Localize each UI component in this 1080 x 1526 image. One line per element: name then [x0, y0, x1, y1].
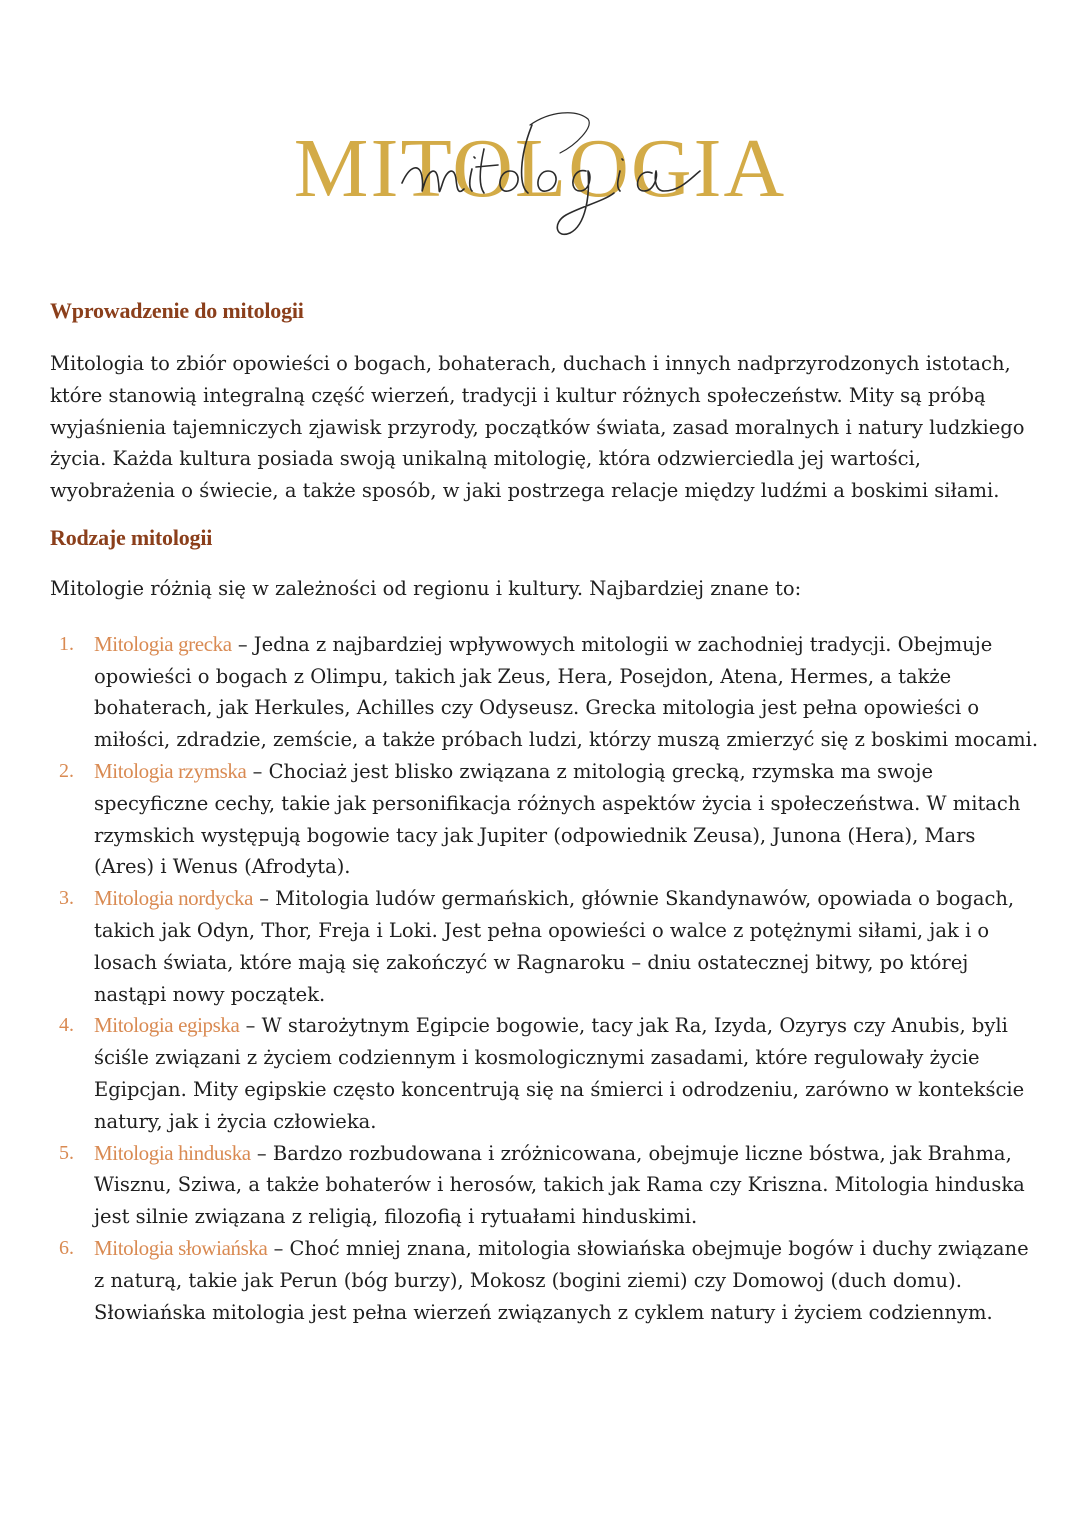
mythology-list — [50, 629, 1040, 1329]
types-intro-paragraph: Mitologie różnią się w zależności od regionu i kultury. Najbardziej znane to: — [50, 576, 802, 600]
mythology-description: – Chociaż jest blisko związana z mitologią grecką, rzymska ma swoje specyficzne cechy, takie jak personifikacja różnych aspektów życia i społeczeństwa. W mitach rzymskich występują bogowie tacy jak Jupiter (odpowiednik Zeusa), Junona (Hera), Mars (Ares) i Wenus (Afrodyta). — [94, 759, 1021, 879]
mythology-name: Mitologia nordycka — [94, 886, 254, 911]
mythology-description: – Jedna z najbardziej wpływowych mitologii w zachodniej tradycji. Obejmuje opowieści o bogach z Olimpu, takich jak Zeus, Hera, Posejdon, Atena, Hermes, a także bohaterach, jak Herkules, Achilles czy Odyseusz. Grecka mitologia jest pełna opowieści o miłości, zdradzie, zemście, a także próbach ludzi, którzy muszą zmierzyć się z boskimi mocami. — [94, 632, 1039, 752]
list-item — [50, 629, 1040, 756]
document-body — [50, 298, 1040, 1328]
mythology-name: Mitologia słowiańska — [94, 1235, 268, 1260]
list-number: 6. — [59, 1236, 74, 1259]
list-item — [50, 1010, 1040, 1137]
handwritten-script-graphic — [380, 105, 710, 245]
mythology-description: – Choć mniej znana, mitologia słowiańska obejmuje bogów i duchy związane z naturą, takie jak Perun (bóg burzy), Mokosz (bogini ziemi) czy Domowoj (duch domu). Słowiańska mitologia jest pełna wierzeń związanych z cyklem natury i życiem codziennym. — [94, 1236, 1029, 1324]
list-number: 3. — [59, 887, 74, 910]
list-number: 4. — [59, 1014, 74, 1037]
page-title: MITOLOGIA — [293, 122, 787, 215]
list-item — [50, 883, 1040, 1010]
mythology-description: – W starożytnym Egipcie bogowie, tacy jak Ra, Izyda, Ozyrys czy Anubis, byli ściśle związani z życiem codziennym i kosmologicznymi zasadami, które regulowały życie Egipcjan. Mity egipskie często koncentrują się na śmierci i odrodzeniu, zarówno w kontekście natury, jak i życia człowieka. — [94, 1014, 1025, 1133]
intro-paragraph: Mitologia to zbiór opowieści o bogach, bohaterach, duchach i innych nadprzyrodzonych istotach, które stanowią integralną część wierzeń, tradycji i kultur różnych społeczeństw. Mity są próbą wyjaśnienia tajemniczych zjawisk przyrody, początków świata, zasad moralnych i natury ludzkiego życia. Każda kultura posiada swoją unikalną mitologię, która odzwierciedla jej wartości, wyobrażenia o świecie, a także sposób, w jaki postrzega relacje między ludźmi a boskimi siłami. — [50, 352, 1025, 503]
list-item — [50, 1138, 1040, 1233]
mythology-description: – Mitologia ludów germańskich, głównie Skandynawów, opowiada o bogach, takich jak Odyn, Thor, Freja i Loki. Jest pełna opowieści o walce z potężnymi siłami, jak i o losach świata, które mają się zakończyć w Ragnaroku – dniu ostatecznej bitwy, po której nastąpi nowy początek. — [94, 887, 1015, 1006]
mythology-name: Mitologia rzymska — [94, 758, 247, 783]
list-number: 1. — [59, 632, 74, 655]
mythology-description: – Bardzo rozbudowana i zróżnicowana, obejmuje liczne bóstwa, jak Brahma, Wisznu, Sziwa, a także bohaterów i herosów, takich jak Rama czy Kriszna. Mitologia hinduska jest silnie związana z religią, filozofią i rytuałami hinduskimi. — [94, 1141, 1025, 1229]
title-block — [0, 105, 1080, 250]
mythology-name: Mitologia egipska — [94, 1013, 240, 1038]
section-heading-types: Rodzaje mitologii — [50, 524, 213, 550]
list-number: 2. — [59, 759, 74, 782]
mythology-name: Mitologia hinduska — [94, 1140, 251, 1165]
list-item — [50, 756, 1040, 883]
list-number: 5. — [59, 1141, 74, 1164]
script-overlay-title — [380, 105, 710, 245]
list-item — [50, 1233, 1040, 1328]
mythology-name: Mitologia grecka — [94, 631, 232, 656]
section-heading-intro: Wprowadzenie do mitologii — [50, 298, 304, 323]
